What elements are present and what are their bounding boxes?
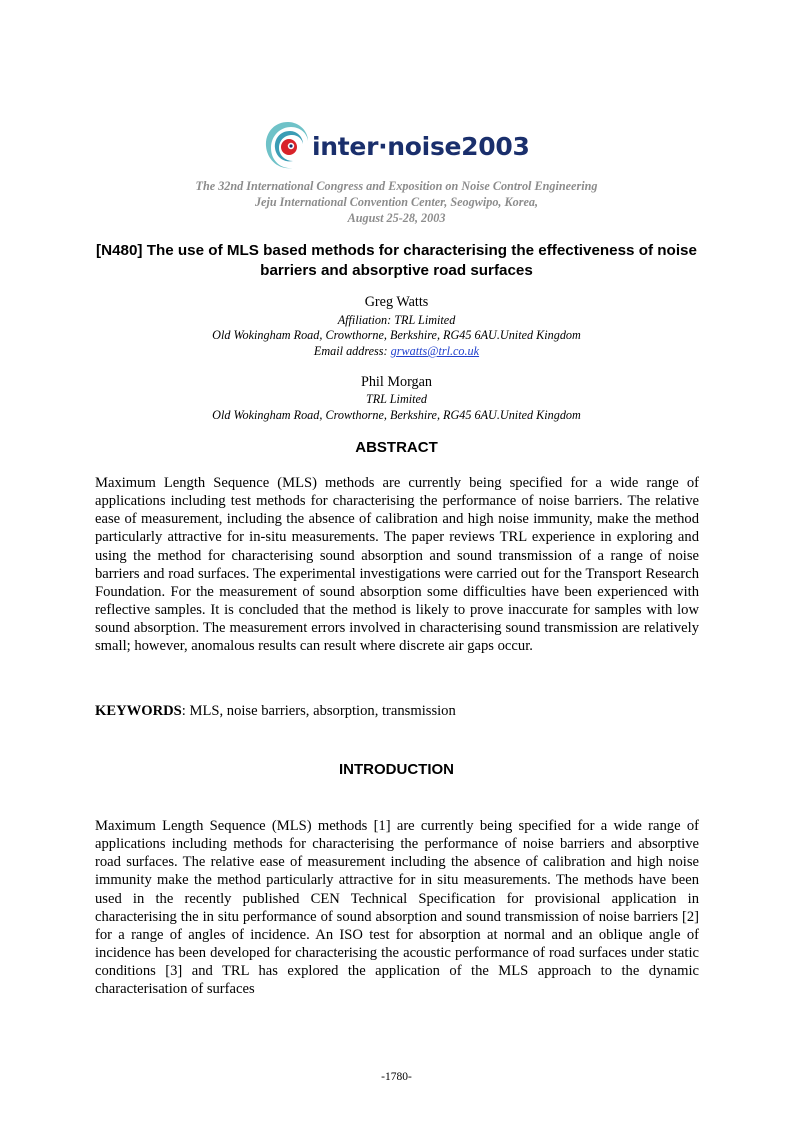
author-name: Phil Morgan bbox=[360, 374, 433, 390]
keywords-line bbox=[95, 703, 456, 720]
conference-name: The 32nd International Congress and Exposition on Noise Control Engineering bbox=[195, 179, 598, 193]
swirl-logo-icon bbox=[262, 119, 314, 173]
author-address: Old Wokingham Road, Crowthorne, Berkshire, RG45 6AU.United Kingdom bbox=[212, 328, 581, 342]
keywords-text: : MLS, noise barriers, absorption, transmission bbox=[181, 703, 456, 719]
introduction-heading: INTRODUCTION bbox=[339, 761, 454, 778]
keywords-label: KEYWORDS bbox=[95, 703, 182, 719]
email-link[interactable]: grwatts@trl.co.uk bbox=[390, 344, 480, 358]
abstract-heading: ABSTRACT bbox=[355, 439, 438, 456]
abstract-text: Maximum Length Sequence (MLS) methods are currently being specified for a wide range of applications including test methods for characterising the performance of noise barriers. The relative ease of measurement, including the absence of calibration and high noise immunity, make the method particularly attractive for in-situ measurements. The paper reviews TRL experience in exploring and using the method for characterising sound absorption and sound transmission of a range of noise barriers and road surfaces. The experimental investigations were carried out for the Transport Research Foundation. For the measurement of sound absorption some difficulties have been experienced with reflective samples. It is concluded that the method is likely to prove inaccurate for samples with low sound absorption. The measurement errors involved in characterising sound transmission are relatively small; however, anomalous results can result where discrete air gaps occur. bbox=[95, 475, 699, 655]
paper-title: [N480] The use of MLS based methods for characterising the effectiveness of noise barriers and absorptive road surfaces bbox=[96, 242, 697, 279]
conference-logo bbox=[262, 119, 562, 173]
introduction-text: Maximum Length Sequence (MLS) methods [1] are currently being specified for a wide range of applications including methods for characterising the performance of noise barriers and absorptive road surfaces. The relative ease of measurement including the absence of calibration and high noise immunity make the method particularly attractive for in situ measurements. The methods have been used in the recently published CEN Technical Specification for provisional application in characterising the in situ performance of sound absorption and sound transmission of noise barriers [2] for a range of angles of incidence. An ISO test for absorption at normal and an oblique angle of incidence has been developed for characterising the acoustic performance of road surfaces under static conditions [3] and TRL has explored the application of the MLS approach to the dynamic characterisation of surfaces bbox=[95, 818, 699, 998]
author-name: Greg Watts bbox=[364, 294, 429, 310]
author-email-line bbox=[0, 344, 793, 359]
conference-venue: Jeju International Convention Center, Seogwipo, Korea, bbox=[254, 195, 539, 209]
conference-dates: August 25-28, 2003 bbox=[347, 211, 446, 225]
page-number: -1780- bbox=[381, 1071, 412, 1083]
author-affiliation: Affiliation: TRL Limited bbox=[337, 313, 456, 327]
author-affiliation: TRL Limited bbox=[365, 392, 428, 406]
logo-wordmark: inter·noise2003 bbox=[312, 132, 530, 161]
email-label: Email address: bbox=[313, 344, 388, 358]
author-address: Old Wokingham Road, Crowthorne, Berkshire, RG45 6AU.United Kingdom bbox=[212, 408, 581, 422]
